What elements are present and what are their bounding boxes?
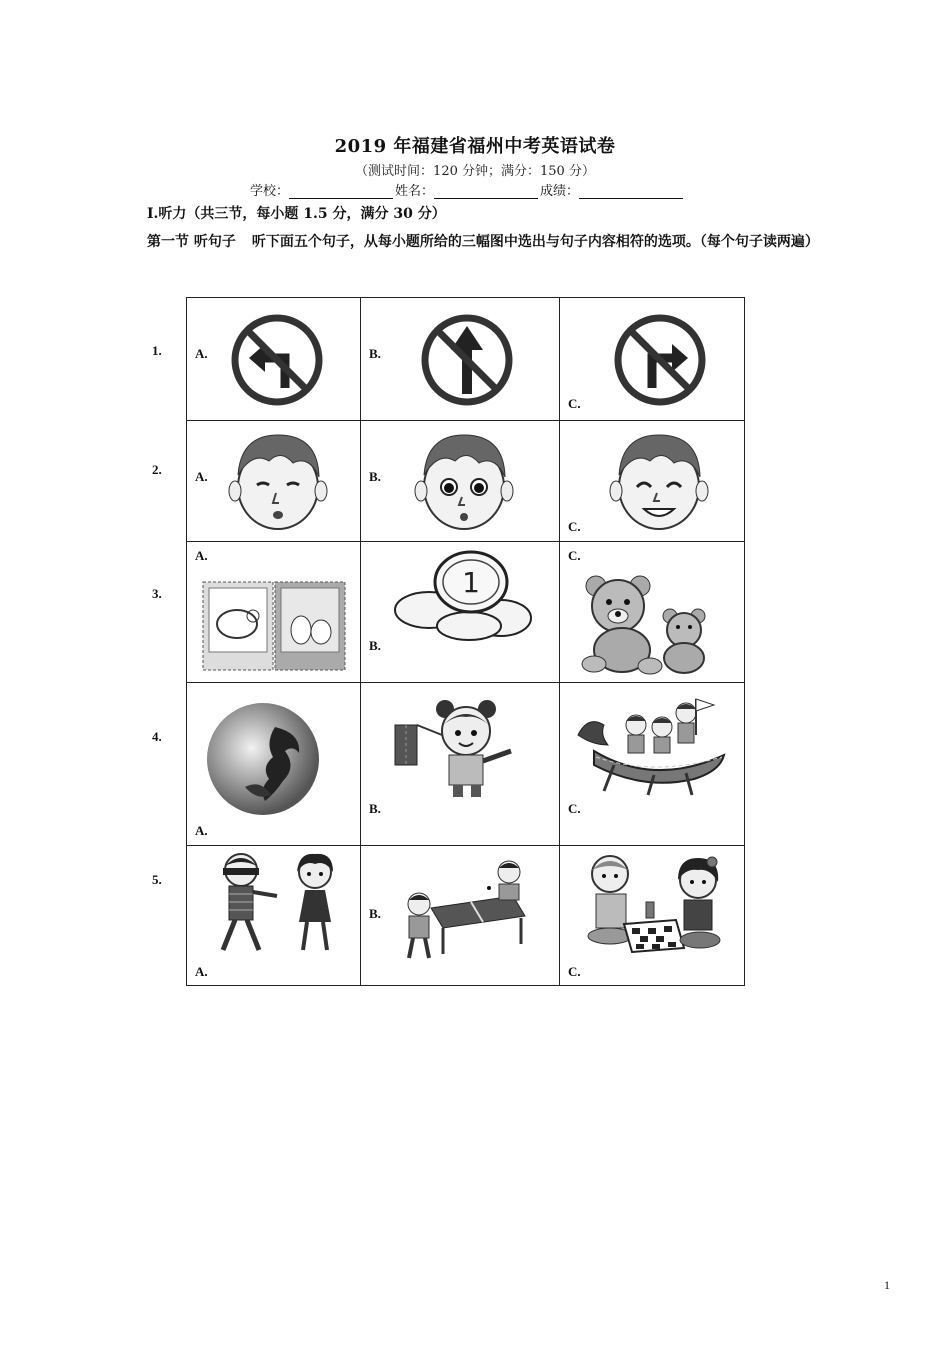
question-number: 3. — [152, 586, 162, 601]
option-cell[interactable] — [560, 542, 745, 683]
dragon-boat-icon — [574, 695, 734, 799]
part-instruction: 听下面五个句子，从每小题所给的三幅图中选出与句子内容相符的选项。（每个句子读两遍） — [251, 234, 819, 250]
instruction-text — [147, 230, 837, 255]
question-number: 4. — [152, 729, 162, 744]
score-blank[interactable] — [579, 184, 683, 199]
options-table — [186, 297, 745, 986]
option-label: B. — [369, 801, 381, 816]
no-right-turn-sign-icon — [610, 310, 710, 410]
option-label: C. — [568, 519, 581, 534]
score-label: 成绩： — [540, 184, 580, 199]
table-tennis-icon — [401, 858, 531, 968]
option-label: C. — [568, 964, 581, 979]
coins-icon — [389, 544, 539, 644]
question-number: 1. — [152, 343, 162, 358]
option-cell[interactable] — [187, 542, 361, 683]
page-number: 1 — [884, 1278, 890, 1292]
option-label: C. — [568, 801, 581, 816]
option-cell[interactable] — [187, 421, 361, 542]
option-label: A. — [195, 823, 208, 838]
option-cell[interactable] — [361, 683, 560, 846]
part-label: 第一节 听句子 — [147, 234, 236, 250]
option-cell[interactable] — [361, 298, 560, 421]
option-cell[interactable] — [361, 846, 560, 986]
chess-playing-icon — [580, 850, 730, 960]
blindfold-game-icon — [207, 850, 347, 960]
student-info-line — [250, 180, 685, 199]
option-label: C. — [568, 548, 581, 563]
option-label: B. — [369, 346, 381, 361]
section-heading: Ⅰ.听力（共三节，每小题 1.5 分，满分 30 分） — [147, 206, 446, 222]
page-title: 2019 年福建省福州中考英语试卷 — [334, 136, 616, 157]
option-label: A. — [195, 469, 208, 484]
boy-face-smiling-icon — [604, 425, 714, 535]
question-number: 5. — [152, 872, 162, 887]
option-label: A. — [195, 964, 208, 979]
stamps-icon — [201, 580, 347, 672]
option-label: A. — [195, 548, 208, 563]
question-row — [187, 542, 745, 683]
boy-face-tired-icon — [223, 425, 333, 535]
mid-autumn-moon-icon — [205, 697, 325, 821]
option-cell[interactable] — [560, 298, 745, 421]
question-row — [187, 683, 745, 846]
question-row — [187, 846, 745, 986]
question-row — [187, 298, 745, 421]
question-number: 2. — [152, 462, 162, 477]
option-label: A. — [195, 346, 208, 361]
name-blank[interactable] — [434, 184, 538, 199]
option-cell[interactable] — [187, 683, 361, 846]
boy-face-surprised-icon — [409, 425, 519, 535]
question-row — [187, 421, 745, 542]
school-label: 学校： — [250, 184, 290, 199]
svg-text:1: 1 — [462, 566, 480, 599]
option-cell[interactable] — [187, 298, 361, 421]
name-label: 姓名： — [395, 184, 435, 199]
no-left-turn-sign-icon — [227, 310, 327, 410]
school-blank[interactable] — [289, 184, 393, 199]
spring-festival-girl-icon — [387, 695, 537, 799]
option-cell[interactable] — [560, 421, 745, 542]
option-label: B. — [369, 638, 381, 653]
option-label: B. — [369, 906, 381, 921]
no-straight-sign-icon — [417, 310, 517, 410]
option-label: C. — [568, 396, 581, 411]
option-cell[interactable] — [560, 683, 745, 846]
option-cell[interactable] — [361, 421, 560, 542]
option-label: B. — [369, 469, 381, 484]
exam-time-info: （测试时间：120 分钟；满分：150 分） — [355, 164, 595, 179]
option-cell[interactable] — [560, 846, 745, 986]
teddy-bears-icon — [574, 572, 724, 676]
option-cell[interactable] — [361, 542, 560, 683]
option-cell[interactable] — [187, 846, 361, 986]
